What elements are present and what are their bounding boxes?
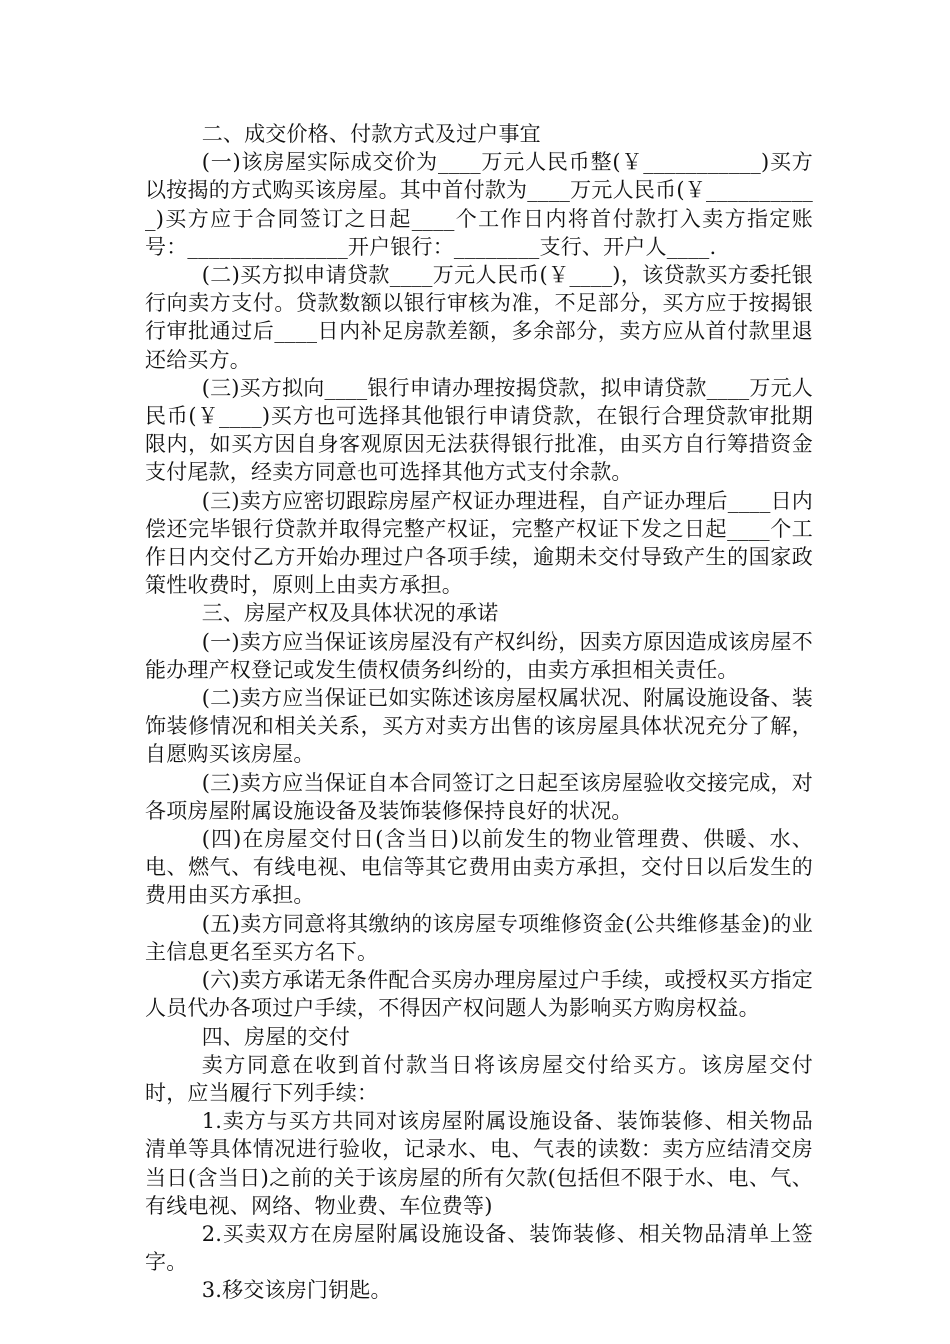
paragraph-loan-application: (二)买方拟申请贷款____万元人民币(￥____)，该贷款买方委托银行向卖方支付。贷款数额以银行审核为准，不足部分，买方应于按揭银行审批通过后____日内补足房款差额，多余部分，卖方应从首付款里退还给买方。 (145, 263, 813, 372)
section-heading-delivery: 四、房屋的交付 (201, 1024, 351, 1049)
paragraph-delivery-intro: 卖方同意在收到首付款当日将该房屋交付给买方。该房屋交付时，应当履行下列手续： (145, 1052, 813, 1105)
paragraph-fees-before-delivery: (四)在房屋交付日(含当日)以前发生的物业管理费、供暖、水、电、燃气、有线电视、电信等其它费用由卖方承担，交付日以后发生的费用由买方承担。 (145, 827, 813, 908)
paragraph-title-certificate: (三)卖方应密切跟踪房屋产权证办理进程，自产证办理后____日内偿还完毕银行贷款并取得完整产权证，完整产权证下发之日起____个工作日内交付乙方开始办理过户各项手续，逾期未交付导致产生的国家政策性收费时，原则上由卖方承担。 (145, 488, 813, 598)
list-item-hand-over-keys: 3.移交该房门钥匙。 (201, 1278, 392, 1303)
paragraph-truthful-statement: (二)卖方应当保证已如实陈述该房屋权属状况、附属设施设备、装饰装修情况和相关关系，买方对卖方出售的该房屋具体状况充分了解，自愿购买该房屋。 (145, 686, 813, 767)
section-heading-property-rights: 三、房屋产权及具体状况的承诺 (201, 601, 499, 626)
list-item-inspection: 1.卖方与买方共同对该房屋附属设施设备、装饰装修、相关物品清单等具体情况进行验收，记录水、电、气表的读数：卖方应结清交房当日(含当日)之前的关于该房屋的所有欠款(包括但不限于水、电、气、有线电视、网络、物业费、车位费等) (145, 1109, 813, 1218)
document-page (145, 120, 813, 1305)
paragraph-maintain-condition: (三)卖方应当保证自本合同签订之日起至该房屋验收交接完成，对各项房屋附属设施设备及装饰装修保持良好的状况。 (145, 770, 813, 823)
section-heading-price-payment: 二、成交价格、付款方式及过户事宜 (201, 122, 541, 146)
list-item-sign-checklist: 2.买卖双方在房屋附属设施设备、装饰装修、相关物品清单上签字。 (145, 1221, 813, 1275)
paragraph-mortgage-bank: (三)买方拟向____银行申请办理按揭贷款，拟申请贷款____万元人民币(￥____)买方也可选择其他银行申请贷款，在银行合理贷款审批期限内，如买方因自身客观原因无法获得银行批准，由买方自行筹措资金支付尾款，经卖方同意也可选择其他方式支付余款。 (145, 375, 813, 485)
paragraph-no-dispute: (一)卖方应当保证该房屋没有产权纠纷，因卖方原因造成该房屋不能办理产权登记或发生债权债务纠纷的，由卖方承担相关责任。 (145, 629, 813, 682)
paragraph-maintenance-fund: (五)卖方同意将其缴纳的该房屋专项维修资金(公共维修基金)的业主信息更名至买方名下。 (145, 911, 813, 964)
paragraph-price-total: (一)该房屋实际成交价为____万元人民币整(￥___________)买方以按揭的方式购买该房屋。其中首付款为____万元人民币(￥___________)买方应于合同签订之日起____个工作日内将首付款打入卖方指定账号：_______________开户银行：________支行、开户人____. (145, 150, 813, 259)
paragraph-transfer-cooperation: (六)卖方承诺无条件配合买房办理房屋过户手续，或授权买方指定人员代办各项过户手续，不得因产权问题人为影响买方购房权益。 (145, 968, 813, 1021)
